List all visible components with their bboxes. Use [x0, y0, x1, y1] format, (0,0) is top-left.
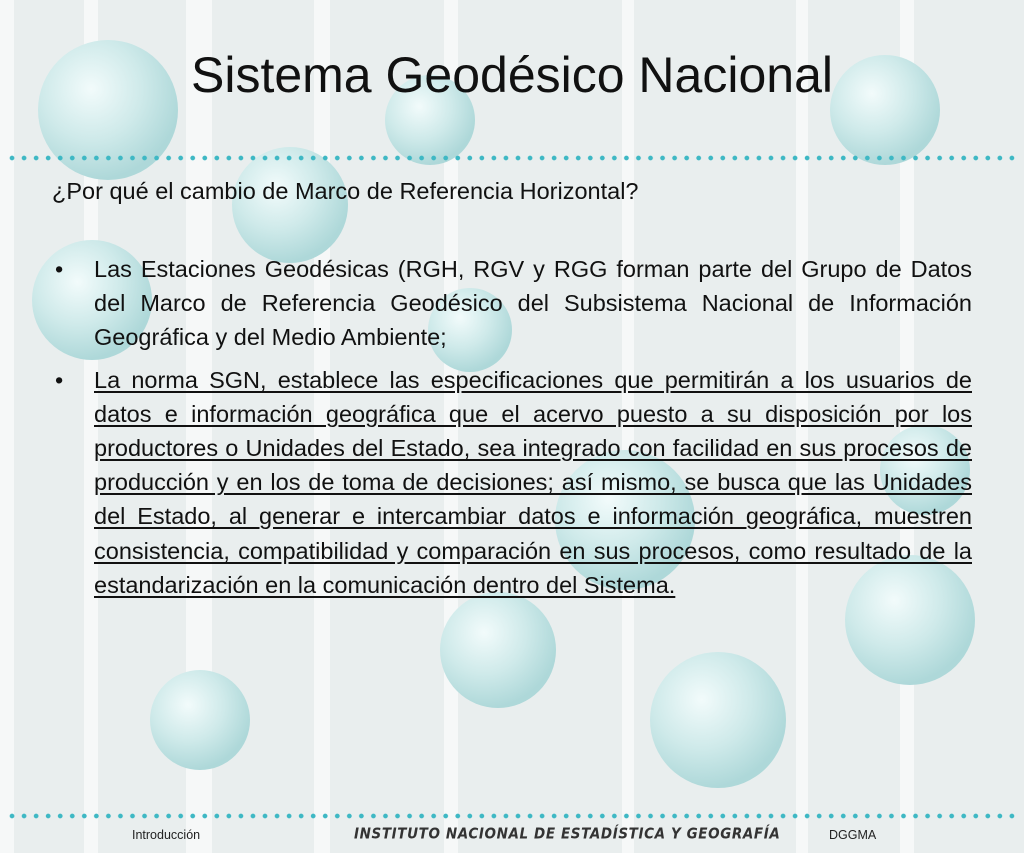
- top-dotted-divider: [6, 154, 1018, 162]
- bullet-icon: •: [55, 256, 64, 282]
- bullet-icon: •: [55, 366, 64, 393]
- footer-institution-logo-text: INSTITUTO NACIONAL DE ESTADÍSTICA Y GEOGRAFÍA: [354, 825, 781, 843]
- bullet-item-stations: [52, 252, 972, 355]
- footer-section-label: Introducción: [132, 828, 201, 842]
- footer-department-label: DGGMA: [829, 828, 877, 842]
- bullet-list: [52, 252, 972, 610]
- bullet-item-sgn-norm: [52, 363, 972, 602]
- bullet-text: La norma SGN, establece las especificaciones que permitirán a los usuarios de datos e información geográfica que el acervo puesto a su disposición por los productores o Unidades del Estado, sea integrado con facilidad en sus procesos de producción y en los de toma de decisiones; así mismo, se busca que las Unidades del Estado, al generar e intercambiar datos e información geográfica, muestren consistencia, compatibilidad y comparación en sus procesos, como resultado de la estandarización en la comunicación dentro del Sistema.: [94, 366, 972, 598]
- bottom-dotted-divider: [6, 812, 1018, 820]
- slide-title: Sistema Geodésico Nacional: [191, 47, 833, 103]
- bullet-text: Las Estaciones Geodésicas (RGH, RGV y RGG forman parte del Grupo de Datos del Marco de Referencia Geodésico del Subsistema Nacional de Información Geográfica y del Medio Ambiente;: [94, 256, 972, 351]
- slide-subtitle: ¿Por qué el cambio de Marco de Referencia Horizontal?: [52, 178, 639, 204]
